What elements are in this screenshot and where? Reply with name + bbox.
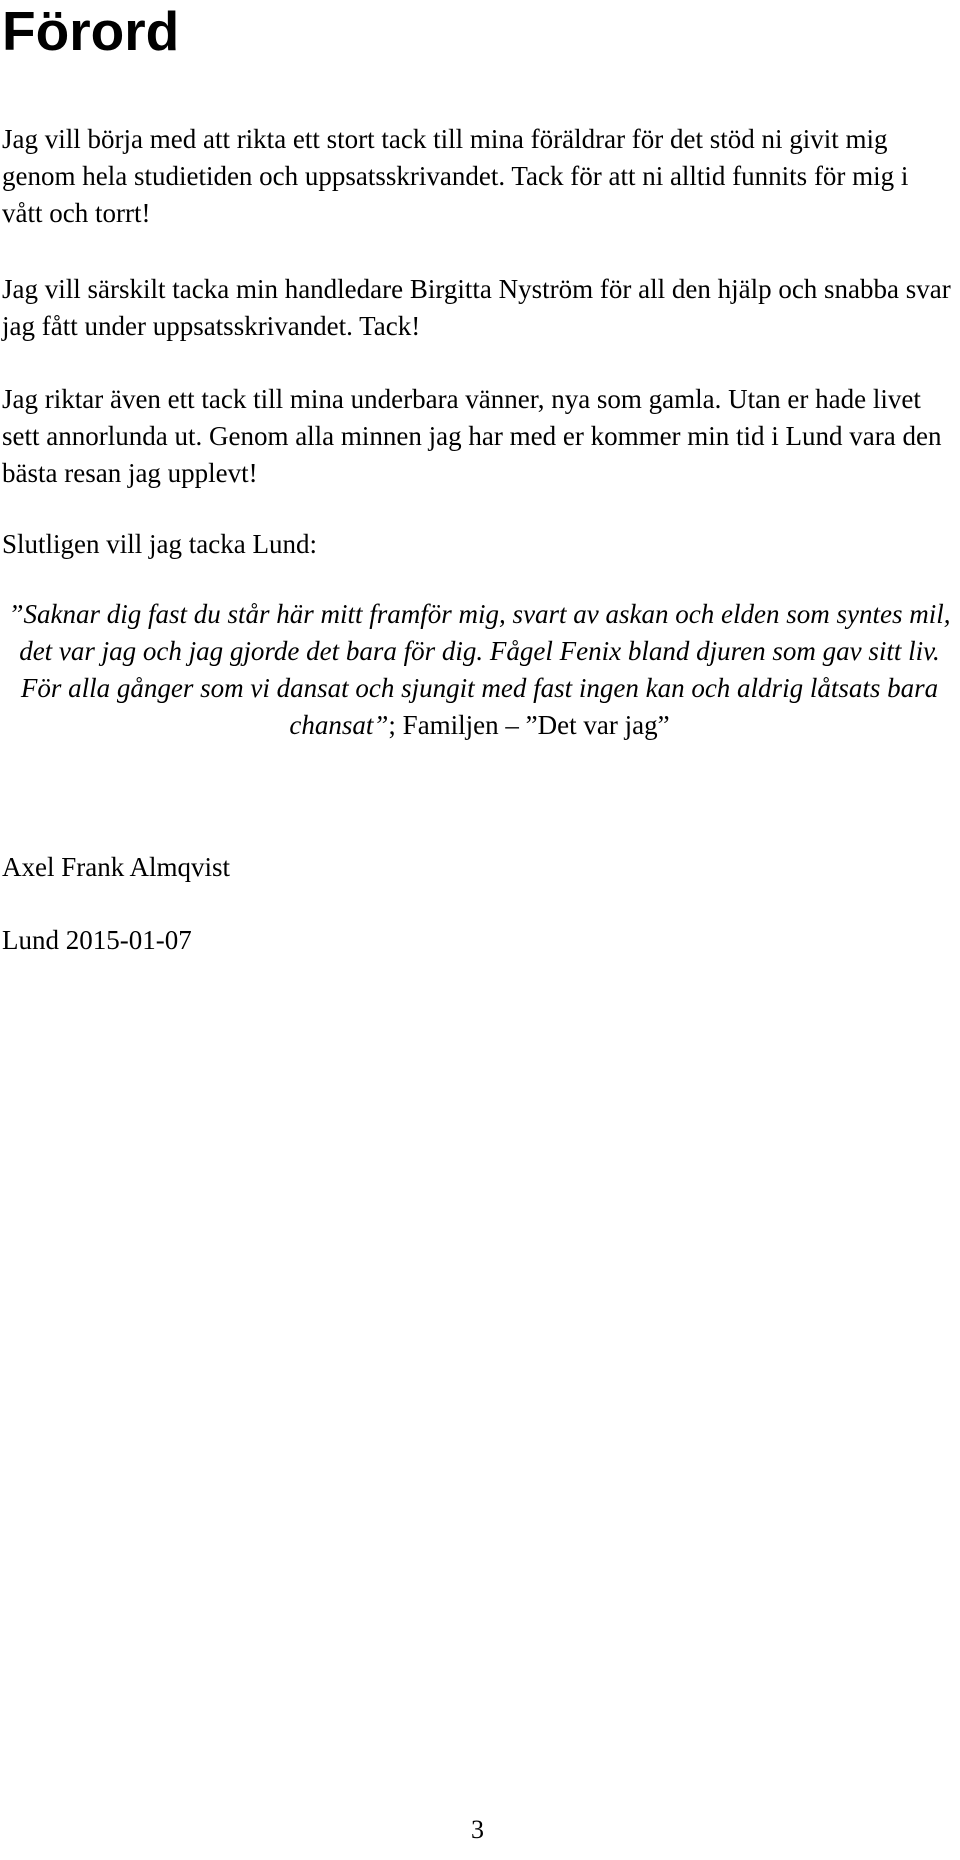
place-and-date: Lund 2015-01-07: [2, 925, 192, 955]
author-name: Axel Frank Almqvist: [2, 852, 230, 882]
song-quote: [2, 596, 957, 744]
page-number: 3: [471, 1815, 484, 1844]
paragraph-thanks-parents: Jag vill börja med att rikta ett stort tack till mina föräldrar för det stöd ni givit mig genom hela studietiden och uppsatsskrivandet. Tack för att ni alltid funnits för mig i vått och torrt!: [2, 124, 909, 228]
paragraph-thanks-lund-intro: Slutligen vill jag tacka Lund:: [2, 529, 317, 559]
page-title: Förord: [2, 0, 180, 62]
paragraph-thanks-supervisor: Jag vill särskilt tacka min handledare Birgitta Nyström för all den hjälp och snabba svar jag fått under uppsatsskrivandet. Tack!: [2, 274, 951, 341]
quote-lyrics: ”Saknar dig fast du står här mitt framför mig, svart av askan och elden som syntes mil, det var jag och jag gjorde det bara för dig. Fågel Fenix bland djuren som gav sitt liv. För alla gånger som vi dansat och sjungit med fast ingen kan och aldrig låtsats bara chansat”: [8, 599, 951, 740]
quote-attribution: ; Familjen – ”Det var jag”: [388, 710, 670, 740]
paragraph-thanks-friends: Jag riktar även ett tack till mina underbara vänner, nya som gamla. Utan er hade livet sett annorlunda ut. Genom alla minnen jag har med er kommer min tid i Lund vara den bästa resan jag upplevt!: [2, 384, 942, 488]
